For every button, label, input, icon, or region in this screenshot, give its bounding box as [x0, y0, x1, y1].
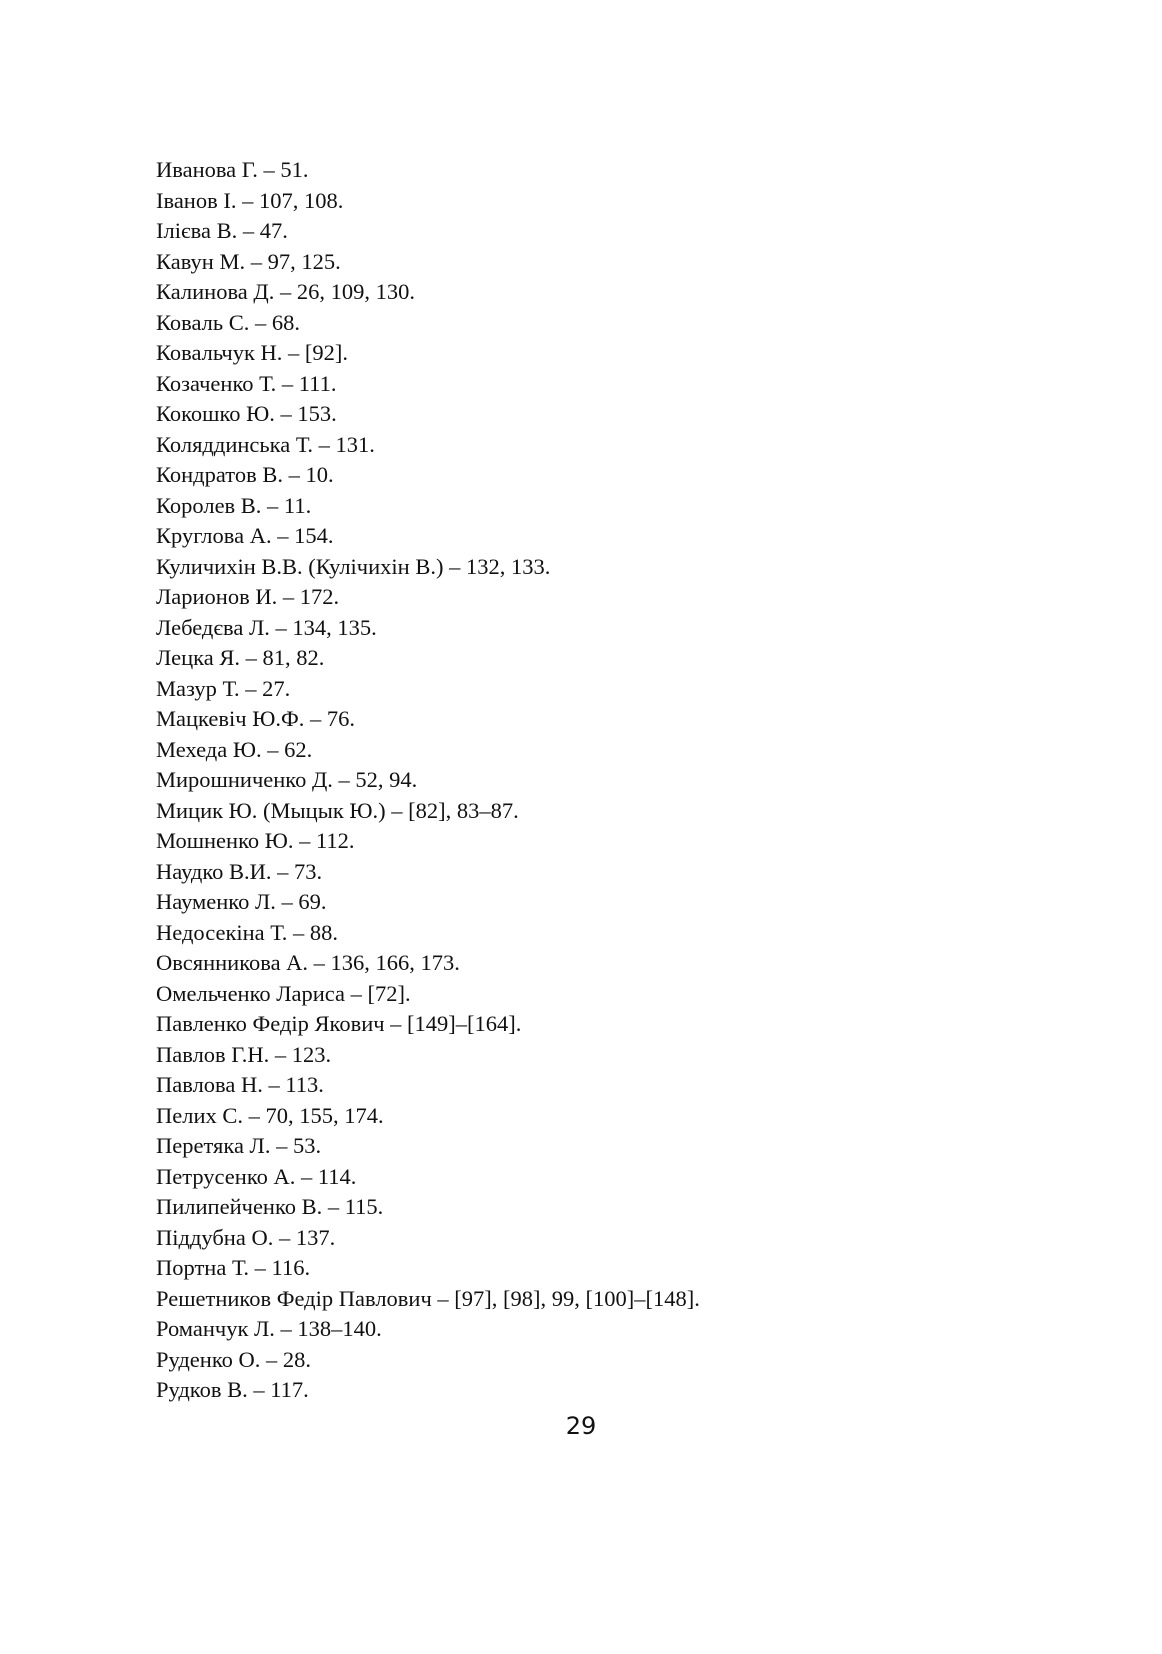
index-entry: Решетников Федір Павлович – [97], [98], 99, [100]–[148].	[156, 1285, 700, 1311]
index-entry: Портна Т. – 116.	[156, 1255, 311, 1280]
index-entry: Наудко В.И. – 73.	[156, 858, 323, 884]
index-entry: Куличихін В.В. (Кулічихін В.) – 132, 133.	[156, 553, 551, 579]
index-entry: Овсянникова А. – 136, 166, 173.	[156, 950, 460, 975]
index-entry: Мацкевіч Ю.Ф. – 76.	[156, 706, 355, 731]
index-entry: Круглова А. – 154.	[156, 523, 334, 548]
index-entry: Лебедєва Л. – 134, 135.	[156, 614, 377, 640]
index-entry: Козаченко Т. – 111.	[156, 370, 337, 396]
index-entry: Коляддинська Т. – 131.	[156, 431, 375, 457]
index-entry: Пелих С. – 70, 155, 174.	[156, 1102, 384, 1128]
index-entry: Мицик Ю. (Мыцык Ю.) – [82], 83–87.	[156, 797, 519, 823]
index-entry: Павлов Г.Н. – 123.	[156, 1041, 332, 1067]
index-entry: Кокошко Ю. – 153.	[156, 401, 337, 426]
index-entry: Пилипейченко В. – 115.	[156, 1194, 384, 1219]
index-entry: Петрусенко А. – 114.	[156, 1163, 357, 1189]
index-entry: Перетяка Л. – 53.	[156, 1133, 322, 1158]
page-number: 29	[565, 1412, 597, 1440]
index-entry: Ларионов И. – 172.	[156, 584, 340, 609]
index-entry: Іванов І. – 107, 108.	[156, 187, 344, 213]
index-entry: Кавун М. – 97, 125.	[156, 248, 341, 274]
index-entry: Павленко Федір Якович – [149]–[164].	[156, 1011, 522, 1036]
index-entry: Иванова Г. – 51.	[156, 157, 309, 182]
name-index-list	[156, 155, 700, 1406]
index-entry: Руденко О. – 28.	[156, 1346, 311, 1372]
index-entry: Павлова Н. – 113.	[156, 1072, 324, 1097]
index-entry: Кондратов В. – 10.	[156, 462, 334, 487]
index-entry: Лецка Я. – 81, 82.	[156, 645, 325, 670]
index-entry: Королев В. – 11.	[156, 492, 312, 518]
index-entry: Коваль С. – 68.	[156, 309, 301, 335]
index-entry: Рудков В. – 117.	[156, 1377, 309, 1402]
index-entry: Науменко Л. – 69.	[156, 889, 327, 914]
index-entry: Недосекіна Т. – 88.	[156, 919, 339, 945]
index-entry: Мехеда Ю. – 62.	[156, 736, 313, 762]
index-entry: Мазур Т. – 27.	[156, 675, 291, 701]
index-entry: Мошненко Ю. – 112.	[156, 828, 355, 853]
index-entry: Піддубна О. – 137.	[156, 1224, 336, 1250]
index-entry: Омельченко Лариса – [72].	[156, 980, 411, 1006]
index-entry: Ілієва В. – 47.	[156, 218, 288, 243]
index-entry: Мирошниченко Д. – 52, 94.	[156, 767, 418, 792]
index-entry: Калинова Д. – 26, 109, 130.	[156, 279, 415, 304]
index-entry: Романчук Л. – 138–140.	[156, 1316, 382, 1341]
index-entry: Ковальчук Н. – [92].	[156, 340, 349, 365]
